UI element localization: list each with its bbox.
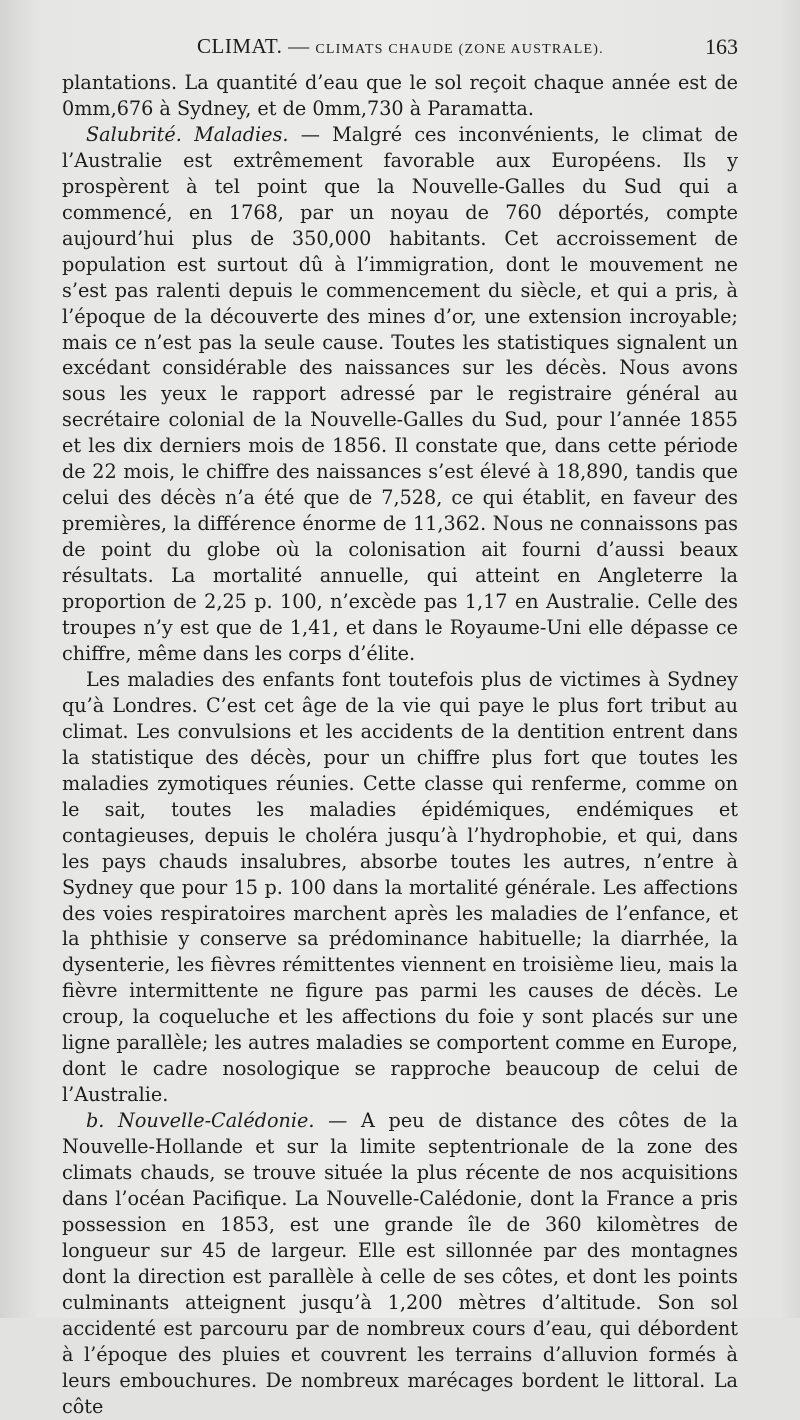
page-header	[62, 34, 738, 64]
paragraph-1-text: plantations. La quantité d’eau que le sol reçoit chaque année est de 0mm,676 à Sydney, et de 0mm,730 à Paramatta.	[62, 71, 738, 120]
running-head	[197, 34, 604, 59]
body-text	[62, 70, 738, 1420]
running-head-dash: —	[288, 34, 310, 58]
paragraph-2-lead: Salubrité. Maladies.	[86, 122, 289, 146]
paragraph-1	[62, 70, 738, 122]
paragraph-4-lead: b. Nouvelle-Calédonie.	[86, 1109, 315, 1133]
paragraph-3	[62, 667, 738, 1108]
paragraph-2-text: — Malgré ces inconvénients, le climat de l’Australie est extrêmement favorable aux Européens. Ils y prospèrent à tel point que la Nouvelle-Galles du Sud qui a commencé, en 1768, par un noyau de 760 déportés, compte aujourd’hui plus de 350,000 habitants. Cet accroissement de population est surtout dû à l’immigration, dont le mouvement ne s’est pas ralenti depuis le commencement du siècle, et qui a pris, à l’époque de la découverte des mines d’or, une extension incroyable; mais ce n’est pas la seule cause. Toutes les statistiques signalent un excédant considérable des naissances sur les décès. Nous avons sous les yeux le rapport adressé par le registraire général au secrétaire colonial de la Nouvelle-Galles du Sud, pour l’année 1855 et les dix derniers mois de 1856. Il constate que, dans cette période de 22 mois, le chiffre des naissances s’est élevé à 18,890, tandis que celui des décès n’a été que de 7,528, ce qui établit, en faveur des premières, la différence énorme de 11,362. Nous ne connaissons pas de point du globe où la colonisation ait fourni d’aussi beaux résultats. La mortalité annuelle, qui atteint en Angleterre la proportion de 2,25 p. 100, n’excède pas 1,17 en Australie. Celle des troupes n’y est que de 1,41, et dans le Royaume-Uni elle dépasse ce chiffre, même dans les corps d’élite.	[62, 122, 738, 665]
paragraph-2	[62, 122, 738, 667]
running-head-subtitle: CLIMATS CHAUDE (ZONE AUSTRALE).	[315, 42, 604, 57]
running-head-title: CLIMAT.	[197, 34, 283, 58]
page-number: 163	[705, 34, 738, 59]
paragraph-4-text: — A peu de distance des côtes de la Nouvelle-Hollande et sur la limite septentrionale de la zone des climats chauds, se trouve située la plus récente de nos acquisitions dans l’océan Pacifique. La Nouvelle-Calédonie, dont la France a pris possession en 1853, est une grande île de 360 kilomètres de longueur sur 45 de largeur. Elle est sillonnée par des montagnes dont la direction est parallèle à celle de ses côtes, et dont les points culminants atteignent jusqu’à 1,200 mètres d’altitude. Son sol accidenté est parcouru par de nombreux cours d’eau, qui débordent à l’époque des pluies et couvrent les terrains d’alluvion formés à leurs embouchures. De nombreux marécages bordent le littoral. La côte	[62, 1109, 738, 1418]
paragraph-3-text: Les maladies des enfants font toutefois plus de victimes à Sydney qu’à Londres. C’est cet âge de la vie qui paye le plus fort tribut au climat. Les convulsions et les accidents de la dentition entrent dans la statistique des décès, pour un chiffre plus fort que toutes les maladies zymotiques réunies. Cette classe qui renferme, comme on le sait, toutes les maladies épidémiques, endémiques et contagieuses, depuis le choléra jusqu’à l’hydrophobie, et qui, dans les pays chauds insalubres, absorbe toutes les autres, n’entre à Sydney que pour 15 p. 100 dans la mortalité générale. Les affections des voies respiratoires marchent après les maladies de l’enfance, et la phthisie y conserve sa prédominance habituelle; la diarrhée, la dysenterie, les fièvres rémittentes viennent en troisième lieu, mais la fièvre intermittente ne figure pas parmi les causes de décès. Le croup, la coqueluche et les affections du foie y sont placés sur une ligne parallèle; les autres maladies se comportent comme en Europe, dont le cadre nosologique se rapproche beaucoup de celui de l’Australie.	[62, 667, 738, 1107]
paragraph-4	[62, 1108, 738, 1419]
